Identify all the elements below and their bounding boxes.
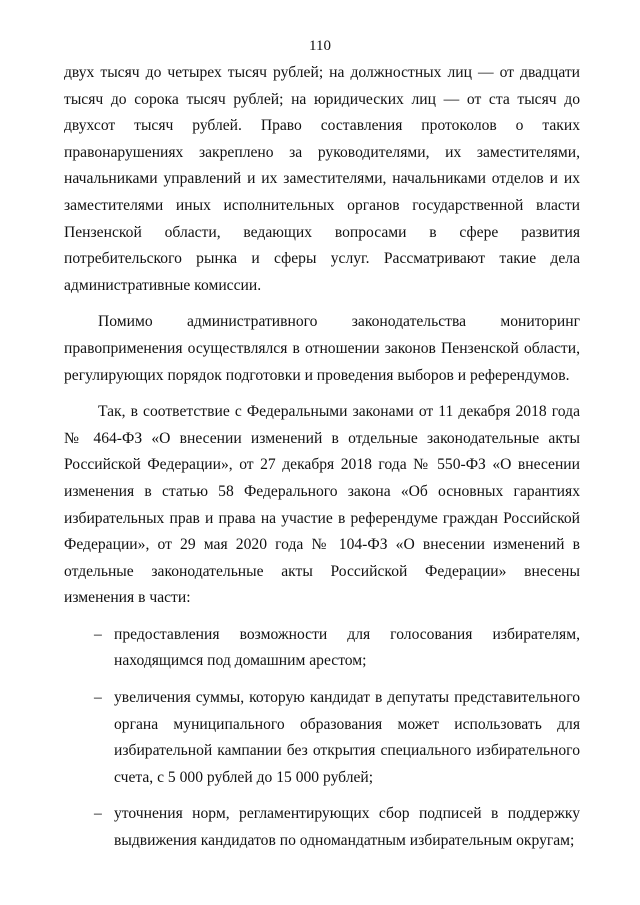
list-dash: – [94,625,102,643]
paragraph-monitoring: Помимо административного законодательства мониторинг правоприменения осуществлялся в отношении законов Пензенской области, регулирующих порядок подготовки и проведения выборов и референдумов. [64,313,580,384]
list-item-text: увеличения суммы, которую кандидат в депутаты представительного органа муниципального образования может использовать для избирательной кампании без открытия специального избирательного счета, с 5 000 рублей до 15 000 рублей; [114,689,580,786]
list-item [64,685,580,791]
changes-list [64,622,580,855]
document-body [64,60,580,855]
page-number: 110 [309,38,331,54]
list-item [64,801,580,854]
list-item-text: предоставления возможности для голосования избирателям, находящимся под домашним арестом; [114,625,580,670]
list-item [64,622,580,675]
list-dash: – [94,689,102,707]
list-dash: – [94,805,102,823]
paragraph-continuation: двух тысяч до четырех тысяч рублей; на должностных лиц — от двадцати тысяч до сорока тысяч рублей; на юридических лиц — от ста тысяч до двухсот тысяч рублей. Право составления протоколов о таких правонарушениях закреплено за руководителями, их заместителями, начальниками управлений и их заместителями, начальниками отделов и их заместителями иных исполнительных органов государственной власти Пензенской области, ведающих вопросами в сфере развития потребительского рынка и сферы услуг. Рассматривают такие дела административные комиссии. [64,64,580,294]
list-item-text: уточнения норм, регламентирующих сбор подписей в поддержку выдвижения кандидатов по одномандатным избирательным округам; [114,805,580,850]
paragraph-federal-laws: Так, в соответствие с Федеральными законами от 11 декабря 2018 года № 464-ФЗ «О внесении изменений в отдельные законодательные акты Российской Федерации», от 27 декабря 2018 года № 550-ФЗ «О внесении изменения в статью 58 Федерального закона «Об основных гарантиях избирательных прав и права на участие в референдуме граждан Российской Федерации», от 29 мая 2020 года № 104-ФЗ «О внесении изменений в отдельные законодательные акты Российской Федерации» внесены изменения в части: [64,403,580,607]
